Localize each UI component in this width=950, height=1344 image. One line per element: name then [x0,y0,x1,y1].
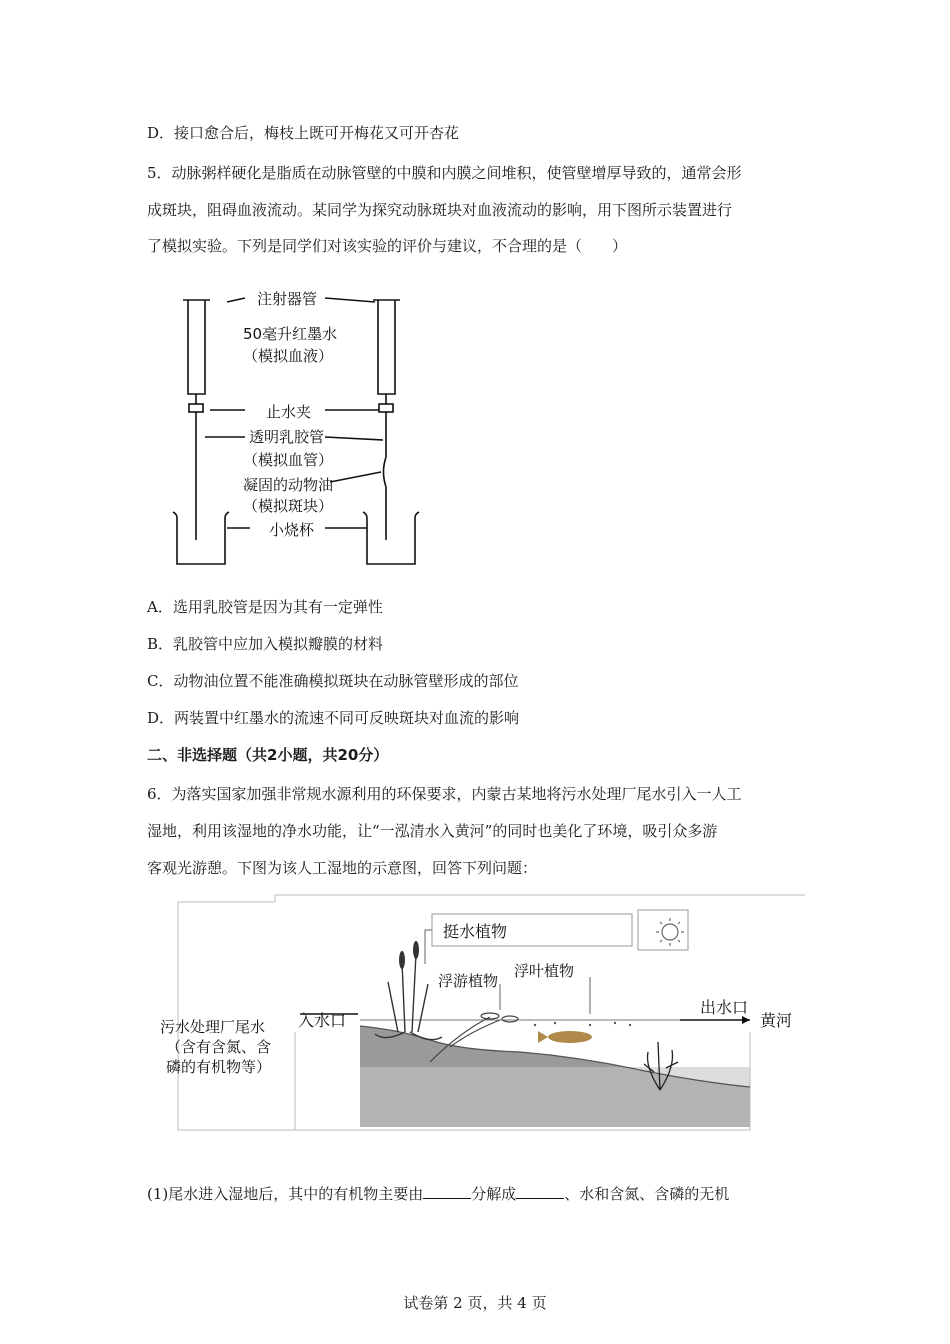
q6-stem-line-3: 客观光游憩。下图为该人工湿地的示意图，回答下列问题： [147,859,538,877]
q6-stem-line-1: 6．为落实国家加强非常规水源利用的环保要求，内蒙古某地将污水处理厂尾水引入一人工 [147,785,742,803]
label-emergent-plant: 挺水植物 [443,922,508,941]
label-source-line-3: 磷的有机物等） [166,1058,272,1076]
label-ink-note: （模拟血液） [243,347,334,365]
q6-sub1-text-1: (1)尾水进入湿地后，其中的有机物主要由 [147,1185,424,1203]
label-inlet: 入水口 [298,1011,347,1030]
label-clamp: 止水夹 [266,403,312,421]
q5-option-c: C．动物油位置不能准确模拟斑块在动脉管壁形成的部位 [147,672,519,690]
answer-blank-1[interactable] [423,1183,471,1199]
label-source-line-1: 污水处理厂尾水 [160,1018,266,1036]
label-oil: 凝固的动物油 [243,476,334,494]
label-tube: 透明乳胶管 [249,428,325,446]
q6-sub1 [147,1183,729,1204]
q5-stem-line-3: 了模拟实验。下列是同学们对该实验的评价与建议，不合理的是（ ） [147,237,628,255]
q5-stem-line-1: 5．动脉粥样硬化是脂质在动脉管壁的中膜和内膜之间堆积，使管壁增厚导致的，通常会形 [147,164,742,182]
answer-blank-2[interactable] [516,1183,564,1199]
right-syringe-barrel [378,300,395,394]
label-tube-note: （模拟血管） [243,451,334,469]
right-clamp [379,404,393,412]
section-2-heading: 二、非选择题（共2小题，共20分） [147,746,389,764]
label-yellow-river: 黄河 [760,1011,793,1030]
label-ink: 50毫升红墨水 [243,325,338,343]
q5-option-d: D．两装置中红墨水的流速不同可反映斑块对血流的影响 [147,709,520,727]
label-oil-note: （模拟斑块） [243,497,334,515]
q4-option-d: D．接口愈合后，梅枝上既可开梅花又可开杏花 [147,124,460,142]
label-floating-plant: 浮游植物 [438,972,499,990]
left-clamp [189,404,203,412]
q5-apparatus-figure [165,282,425,572]
label-source-line-2: （含有含氮、含 [166,1038,272,1056]
page-footer: 试卷第 2 页，共 4 页 [403,1294,547,1312]
fish-icon [538,1031,592,1043]
emergent-plant [375,954,442,1040]
q6-stem-line-2: 湿地，利用该湿地的净水功能，让“一泓清水入黄河”的同时也美化了环境，吸引众多游 [147,822,718,840]
label-floating-leaf-plant: 浮叶植物 [514,962,575,980]
label-outlet: 出水口 [700,998,749,1017]
left-syringe-barrel [188,300,205,394]
left-beaker [173,512,229,564]
q5-option-a: A．选用乳胶管是因为其有一定弹性 [147,598,383,616]
label-syringe: 注射器管 [257,290,318,308]
q6-wetland-figure [160,892,810,1137]
right-beaker [363,512,419,564]
right-tube-with-fat [384,412,387,540]
q6-sub1-text-3: 、水和含氮、含磷的无机 [564,1185,730,1203]
q5-option-b: B．乳胶管中应加入模拟瓣膜的材料 [147,635,384,653]
label-beaker: 小烧杯 [269,521,315,539]
q6-sub1-text-2: 分解成 [471,1185,517,1203]
q5-stem-line-2: 成斑块，阻碍血液流动。某同学为探究动脉斑块对血液流动的影响，用下图所示装置进行 [147,201,733,219]
